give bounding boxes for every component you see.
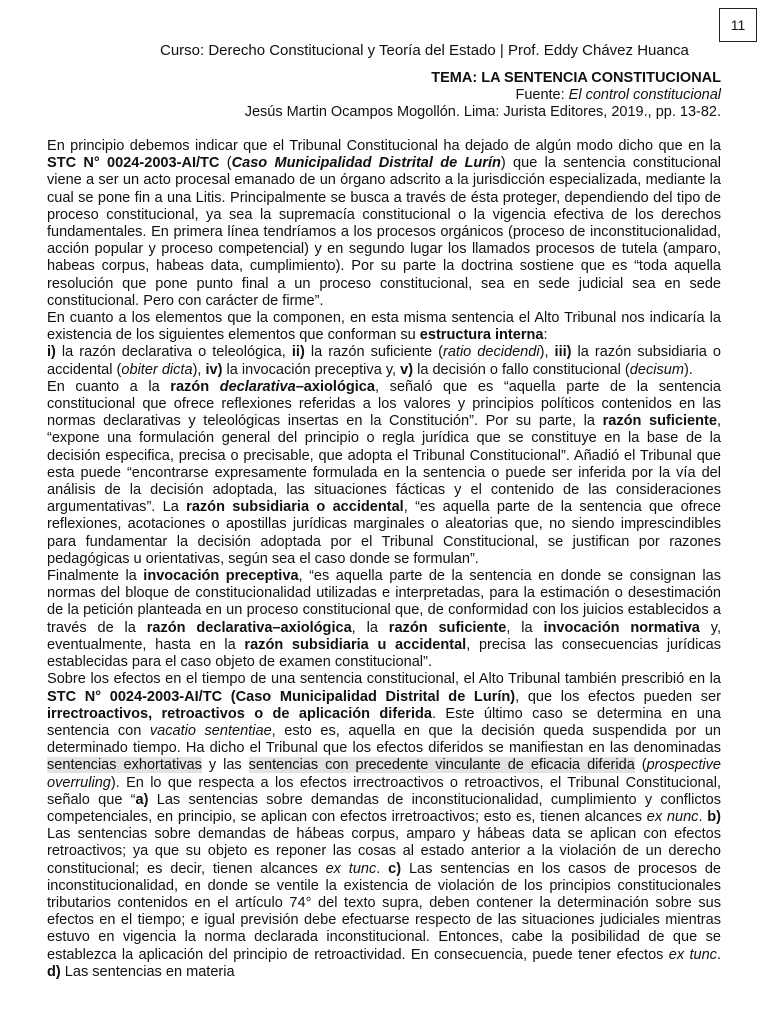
paragraph-1: En principio debemos indicar que el Tribunal Constitucional ha dejado de algún modo dicho que en la STC N° 0024-2003-AI/TC (Caso Municipalidad Distrital de Lurín) que la sentencia constitucional viene a ser un acto procesal emanado de un órgano adscrito a la jurisdicción especializada, mediante la cual se pone fin a una Litis. Principalmente se busca a través de ésta proteger, dependiendo del tipo de proceso constitucional, ya sea la supremacía constitucional o la vigencia efectiva de los derechos fundamentales. En primera línea tendríamos a los procesos orgánicos (proceso de inconstitucionalidad, acción popular y proceso competencial) y en segundo lugar los llamados procesos de tutela (amparo, habeas corpus, habeas data, cumplimiento). Por su parte la doctrina sostiene que es “toda aquella resolución que pone punto final a un proceso constitucional, sea en sede judicial sea en sede constitucional. Pero con carácter de firme”. [47, 138, 722, 309]
paragraph-4: En cuanto a la razón declarativa–axiológica, señaló que es “aquella parte de la sentencia constitucional que ofrece reflexiones referidas a los valores y principios políticos contenidos en las normas declarativas y teleológicas insertas en la Constitución”. Por su parte, la razón suficiente, “expone una formulación general del principio o regla jurídica que se constituye en la base de la decisión especifica, precisa o precisable, que adopta el Tribunal Constitucional”. Añadió el Tribunal que esta puede “encontrarse expresamente formulada en la sentencia o puede ser inferida por la vía del análisis de la decisión adoptada, las situaciones fácticas y el contenido de las consideraciones argumentativas”. La razón subsidiaria o accidental, “es aquella parte de la sentencia que ofrece reflexiones, acotaciones o apostillas jurídicas marginales o aleatorias que, no siendo imprescindibles para fundamentar la decisión adoptada por el Tribunal Constitucional, se justifican por razones pedagógicas u orientativas, según sea el caso donde se formulan”. [47, 378, 722, 567]
paragraph-6: Sobre los efectos en el tiempo de una sentencia constitucional, el Alto Tribunal también prescribió en la STC N° 0024-2003-AI/TC (Caso Municipalidad Distrital de Lurín), que los efectos pueden ser irrectroactivos, retroactivos o de aplicación diferida. Este último caso se determina en una sentencia con vacatio sententiae, esto es, aquella en que la decisión queda suspendida por un determinado tiempo. Ha dicho el Tribunal que los efectos diferidos se manifiestan en las denominadas sentencias exhortativas y las sentencias con precedente vinculante de eficacia diferida (prospective overruling). En lo que respecta a los efectos irrectroactivos o retroactivos, el Tribunal Constitucional, señalo que “a) Las sentencias sobre demandas de inconstitucionalidad, cumplimiento y conflictos competenciales, en principio, se aplican con efectos irretroactivos; esto es, tienen alcances ex nunc. b) Las sentencias sobre demandas de hábeas corpus, amparo y hábeas data se aplican con efectos retroactivos; ya que su objeto es reponer las cosas al estado anterior a la violación de un derecho constitucional; es decir, tienen alcances ex tunc. c) Las sentencias en los casos de procesos de inconstitucionalidad, en donde se ventile la existencia de violación de los principios constitucionales tributarios contenidos en el artículo 74° del texto supra, deben contener la determinación sobre sus efectos en el tiempo; e igual previsión debe efectuarse respecto de las situaciones judiciales mientras estuvo en vigencia la norma declarada inconstitucional. Entonces, cabe la posibilidad de que se establezca la aplicación del principio de retroactividad. En consecuencia, puede tener efectos ex tunc. d) Las sentencias en materia [47, 671, 722, 980]
paragraph-5: Finalmente la invocación preceptiva, “es aquella parte de la sentencia en donde se consignan las normas del bloque de constitucionalidad utilizadas e interpretadas, para la estimación o desestimación de la petición planteada en un proceso constitucional que, de conformidad con los juicios establecidos a través de la razón declarativa–axiológica, la razón suficiente, la invocación normativa y, eventualmente, hasta en la razón subsidiaria u accidental, precisa las consecuencias jurídicas establecidas para el caso objeto de examen constitucional”. [47, 568, 721, 671]
source-label: Fuente: [515, 87, 569, 103]
topic-title: TEMA: LA SENTENCIA CONSTITUCIONAL [431, 70, 721, 86]
source-line [245, 87, 721, 104]
source-author: Jesús Martin Ocampos Mogollón. Lima: Jurista Editores, 2019., pp. 13-82. [244, 104, 721, 120]
page-number: 11 [719, 8, 757, 42]
source-title: El control constitucional [568, 87, 721, 103]
highlight-precedente: sentencias con precedente vinculante de eficacia diferida [248, 757, 635, 774]
topic-header [245, 70, 721, 121]
document-body [47, 138, 721, 981]
course-header: Curso: Derecho Constitucional y Teoría del Estado | Prof. Eddy Chávez Huanca [160, 42, 689, 59]
paragraph-3: i) la razón declarativa o teleológica, ii) la razón suficiente (ratio decidendi), iii) la razón subsidiaria o accidental (obiter dicta), iv) la invocación preceptiva y, v) la decisión o fallo constitucional (decisum). [47, 344, 722, 378]
paragraph-2: En cuanto a los elementos que la componen, en esta misma sentencia el Alto Tribunal nos indicaría la existencia de los siguientes elementos que conforman su estructura interna: [47, 310, 721, 344]
highlight-exhortativas: sentencias exhortativas [47, 757, 202, 774]
